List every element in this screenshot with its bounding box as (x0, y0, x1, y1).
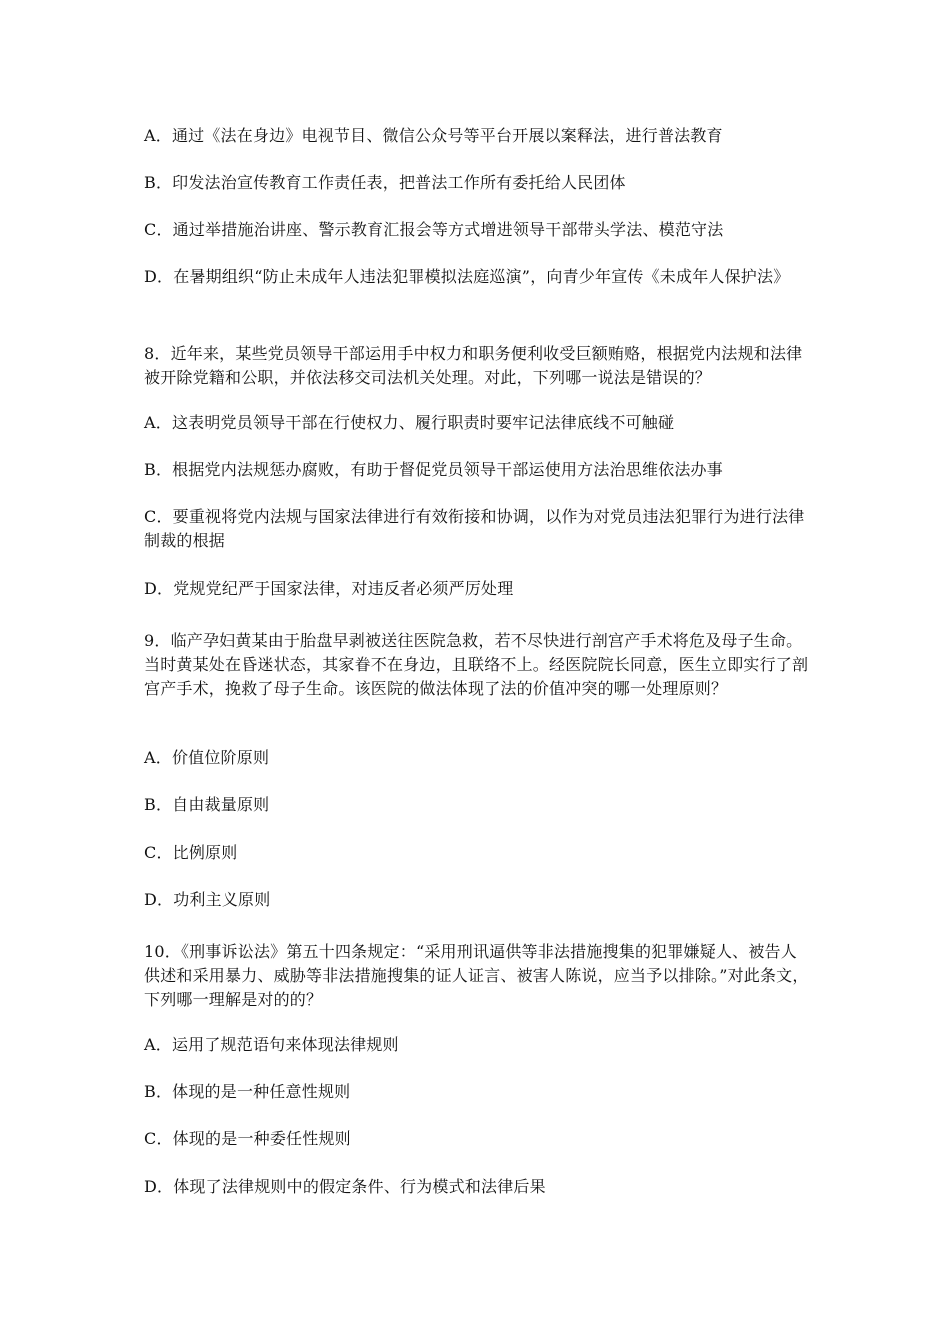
option-10b: B．体现的是一种任意性规则 (144, 1082, 351, 1101)
option-10c: C．体现的是一种委任性规则 (144, 1129, 351, 1148)
option-9a: A．价值位阶原则 (144, 748, 270, 767)
option-7c: C．通过举措施治讲座、警示教育汇报会等方式增进领导干部带头学法、模范守法 (144, 220, 724, 239)
option-8c: C．要重视将党内法规与国家法律进行有效衔接和协调，以作为对党员违法犯罪行为进行法律制裁的根据 (144, 507, 805, 550)
option-7b: B．印发法治宣传教育工作责任表，把普法工作所有委托给人民团体 (144, 173, 626, 192)
option-7a: A．通过《法在身边》电视节目、微信公众号等平台开展以案释法，进行普法教育 (144, 126, 723, 145)
option-8b: B．根据党内法规惩办腐败，有助于督促党员领导干部运使用方法治思维依法办事 (144, 460, 723, 479)
question-10: 10．《刑事诉讼法》第五十四条规定：“采用刑讯逼供等非法措施搜集的犯罪嫌疑人、被告人供述和采用暴力、威胁等非法措施搜集的证人证言、被害人陈说，应当予以排除。”对此条文，下列哪一理解是对的的？ (144, 942, 809, 1009)
question-9: 9．临产孕妇黄某由于胎盘早剥被送往医院急救，若不尽快进行剖宫产手术将危及母子生命。当时黄某处在昏迷状态，其家眷不在身边，且联络不上。经医院院长同意，医生立即实行了剖宫产手术，挽救了母子生命。该医院的做法体现了法的价值冲突的哪一处理原则？ (144, 631, 809, 698)
option-8d: D．党规党纪严于国家法律，对违反者必须严厉处理 (144, 579, 514, 598)
option-9b: B．自由裁量原则 (144, 795, 270, 814)
option-10d: D．体现了法律规则中的假定条件、行为模式和法律后果 (144, 1177, 546, 1196)
option-9c: C．比例原则 (144, 843, 238, 862)
option-7d: D．在暑期组织“防止未成年人违法犯罪模拟法庭巡演”，向青少年宣传《未成年人保护法》 (144, 267, 790, 286)
option-10a: A．运用了规范语句来体现法律规则 (144, 1035, 399, 1054)
question-8: 8．近年来，某些党员领导干部运用手中权力和职务便利收受巨额贿赂，根据党内法规和法律被开除党籍和公职，并依法移交司法机关处理。对此，下列哪一说法是错误的？ (144, 344, 803, 387)
option-9d: D．功利主义原则 (144, 890, 271, 909)
option-8a: A．这表明党员领导干部在行使权力、履行职责时要牢记法律底线不可触碰 (144, 413, 675, 432)
